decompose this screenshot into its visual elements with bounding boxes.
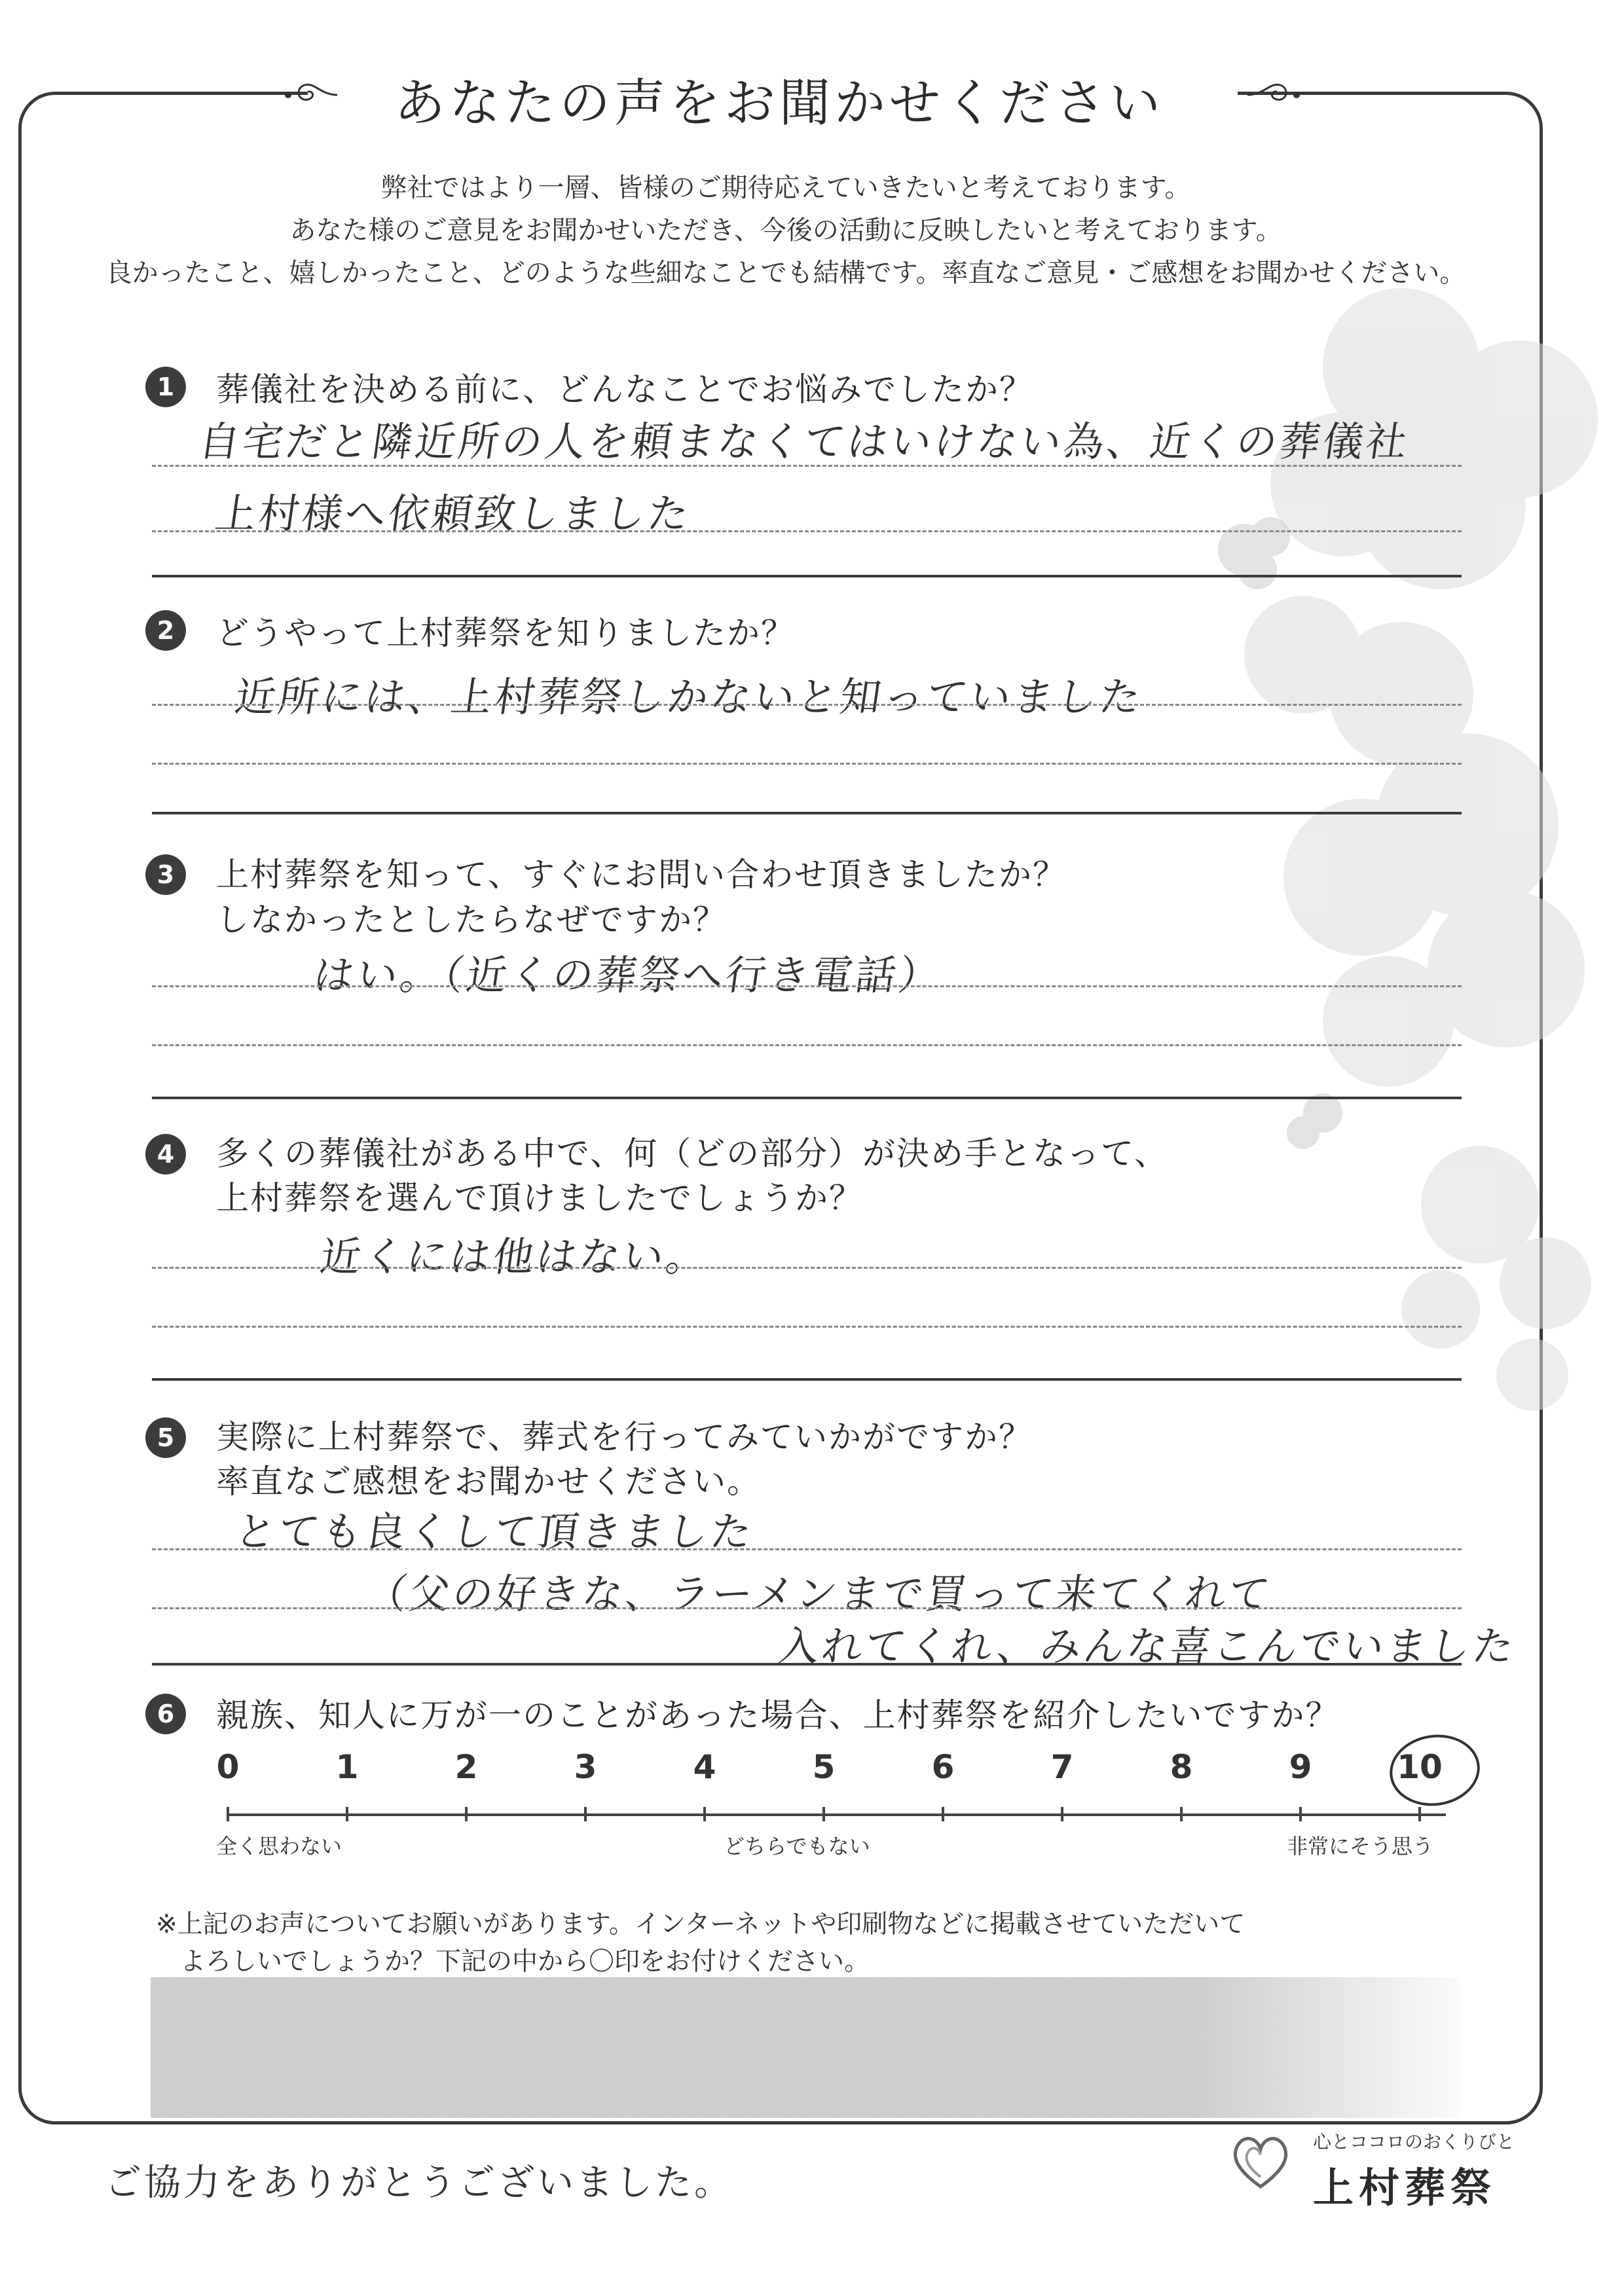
- rating-scale-line: [228, 1813, 1446, 1816]
- question-number-3: 3: [145, 854, 186, 895]
- scale-tick: [1061, 1807, 1063, 1821]
- scale-number-3: 3: [574, 1748, 597, 1786]
- question-2-text: どうやって上村葬祭を知りましたか？: [216, 614, 795, 652]
- dashed-line: [152, 530, 1462, 532]
- scale-tick: [822, 1807, 825, 1821]
- note-line-2: よろしいでしょうか？下記の中から〇印をお付けください。: [180, 1947, 870, 1977]
- answer-2-line-1: 近所には、上村葬祭しかないと知っていました: [232, 673, 1147, 721]
- answer-5-line-3: 入れてくれ、みんな喜こんでいました: [775, 1622, 1520, 1670]
- question-number-2: 2: [145, 610, 186, 651]
- answer-5-line-1: とても良くして頂きました: [232, 1508, 758, 1556]
- question-number-6: 6: [145, 1694, 186, 1734]
- note-line-1: ※上記のお声についてお願いがあります。インターネットや印刷物などに掲載させていただいて: [156, 1910, 1246, 1939]
- scale-number-7: 7: [1050, 1748, 1074, 1786]
- dashed-line: [152, 1607, 1462, 1609]
- question-number-1: 1: [145, 367, 186, 407]
- answer-3-line-1: はい。（近くの葬祭へ行き電話）: [310, 951, 946, 999]
- scale-tick: [584, 1807, 587, 1821]
- question-number-5: 5: [145, 1417, 186, 1458]
- section-divider: [152, 1378, 1462, 1381]
- question-6-text: 親族、知人に万が一のことがあった場合、上村葬祭を紹介したいですか？: [216, 1696, 1340, 1734]
- scale-number-1: 1: [335, 1748, 359, 1786]
- question-5-text-2: 率直なご感想をお聞かせください。: [216, 1463, 761, 1501]
- logo-name: 上村葬祭: [1313, 2164, 1497, 2212]
- right-flourish-icon: [1244, 72, 1303, 118]
- scale-number-10: 10: [1397, 1748, 1443, 1786]
- question-3-text-1: 上村葬祭を知って、すぐにお問い合わせ頂きましたか？: [216, 856, 1067, 894]
- scale-number-5: 5: [812, 1748, 836, 1786]
- section-divider: [152, 812, 1462, 814]
- scale-tick: [1418, 1807, 1421, 1821]
- scale-tick: [1180, 1807, 1183, 1821]
- dashed-line: [152, 985, 1462, 987]
- scale-number-2: 2: [454, 1748, 478, 1786]
- section-divider: [152, 1663, 1462, 1666]
- scale-number-4: 4: [693, 1748, 716, 1786]
- redacted-area: [151, 1977, 1460, 2118]
- intro-line-2: あなた様のご意見をお聞かせいただき、今後の活動に反映したいと考えております。: [289, 215, 1282, 246]
- scale-tick: [1299, 1807, 1302, 1821]
- left-flourish-icon: [282, 72, 341, 118]
- scale-label-high: 非常にそう思う: [1287, 1834, 1434, 1859]
- question-1-text: 葬儀社を決める前に、どんなことでお悩みでしたか？: [216, 371, 1033, 409]
- dashed-line: [152, 1326, 1462, 1328]
- scale-tick: [703, 1807, 706, 1821]
- question-3-text-2: しなかったとしたらなぜですか？: [216, 901, 727, 939]
- dashed-line: [152, 1044, 1462, 1046]
- answer-1-line-1: 自宅だと隣近所の人を頼まなくてはいけない為、近くの葬儀社: [196, 418, 1413, 465]
- heart-logo-icon: [1225, 2124, 1297, 2196]
- question-5-text-1: 実際に上村葬祭で、葬式を行ってみていかがですか？: [216, 1418, 1033, 1456]
- dashed-line: [152, 1267, 1462, 1269]
- scale-tick: [227, 1807, 229, 1821]
- scale-number-6: 6: [931, 1748, 955, 1786]
- thank-you-message: ご協力をありがとうございました。: [105, 2162, 733, 2204]
- scale-label-low: 全く思わない: [216, 1834, 342, 1859]
- scale-label-mid: どちらでもない: [724, 1834, 870, 1859]
- answer-1-line-2: 上村様へ依頼致しました: [212, 490, 695, 538]
- clover-decoration-icon: [1192, 288, 1598, 1630]
- dashed-line: [152, 1548, 1462, 1550]
- scale-tick: [465, 1807, 468, 1821]
- answer-5-line-2: （父の好きな、ラーメンまで買って来てくれて: [363, 1570, 1276, 1618]
- scale-tick: [346, 1807, 348, 1821]
- section-divider: [152, 1097, 1462, 1099]
- scale-tick: [942, 1807, 944, 1821]
- question-number-4: 4: [145, 1134, 186, 1175]
- logo-tagline: 心とココロのおくりびと: [1313, 2131, 1515, 2153]
- question-4-text-2: 上村葬祭を選んで頂けましたでしょうか？: [216, 1179, 863, 1217]
- dashed-line: [152, 704, 1462, 706]
- scale-number-0: 0: [216, 1748, 240, 1786]
- answer-4-line-1: 近くには他はない。: [317, 1233, 713, 1281]
- scale-number-8: 8: [1170, 1748, 1193, 1786]
- intro-line-3: 良かったこと、嬉しかったこと、どのような些細なことでも結構です。率直なご意見・ご感想をお聞かせください。: [105, 258, 1466, 288]
- intro-line-1: 弊社ではより一層、皆様のご期待応えていきたいと考えております。: [380, 173, 1191, 203]
- section-divider: [152, 575, 1462, 577]
- dashed-line: [152, 763, 1462, 765]
- scale-number-9: 9: [1289, 1748, 1312, 1786]
- question-4-text-1: 多くの葬儀社がある中で、何（どの部分）が決め手となって、: [216, 1135, 1168, 1173]
- page-title: あなたの声をお聞かせください: [394, 74, 1164, 133]
- dashed-line: [152, 465, 1462, 467]
